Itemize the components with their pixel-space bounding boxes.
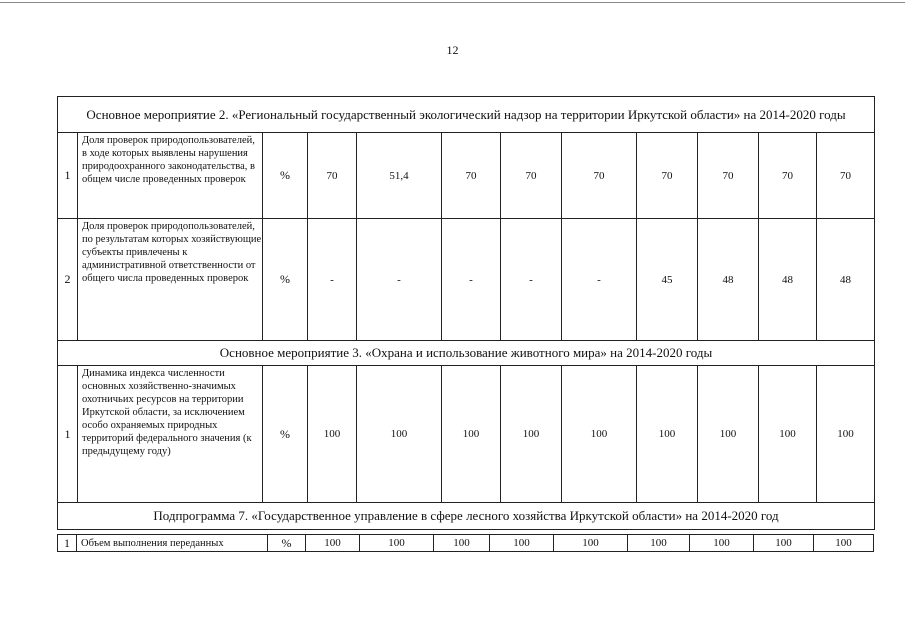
table-row xyxy=(58,366,875,503)
value-cell: 100 xyxy=(817,366,875,503)
value-cell: 100 xyxy=(357,366,442,503)
unit-cell: % xyxy=(263,366,308,503)
value-cell: 70 xyxy=(698,133,759,219)
value-cell: 70 xyxy=(308,133,357,219)
value-cell: - xyxy=(562,219,637,341)
value-cell: 70 xyxy=(562,133,637,219)
value-cell: - xyxy=(357,219,442,341)
section-2-title: Основное мероприятие 3. «Охрана и использование животного мира» на 2014-2020 годы xyxy=(58,341,875,366)
value-cell: - xyxy=(442,219,501,341)
section-1-title: Основное мероприятие 2. «Региональный государственный экологический надзор на территории Иркутской области» на 2014-2020 годы xyxy=(58,97,875,133)
subprogram-table xyxy=(57,534,874,552)
value-cell: 100 xyxy=(434,535,490,552)
value-cell: 100 xyxy=(814,535,874,552)
unit-cell: % xyxy=(268,535,306,552)
row-number: 1 xyxy=(58,133,78,219)
value-cell: 70 xyxy=(637,133,698,219)
value-cell: 100 xyxy=(637,366,698,503)
table-row xyxy=(58,535,874,552)
top-border-line xyxy=(0,2,905,3)
table-row xyxy=(58,219,875,341)
value-cell: 45 xyxy=(637,219,698,341)
value-cell: 48 xyxy=(759,219,817,341)
value-cell: 100 xyxy=(306,535,360,552)
indicator-name: Объем выполнения переданных xyxy=(77,535,268,552)
row-number: 1 xyxy=(58,535,77,552)
indicator-name: Доля проверок природопользователей, в ходе которых выявлены нарушения природоохранного законодательства, в общем числе проведенных проверок xyxy=(78,133,263,219)
value-cell: 100 xyxy=(759,366,817,503)
value-cell: 48 xyxy=(817,219,875,341)
value-cell: 100 xyxy=(360,535,434,552)
value-cell: 100 xyxy=(754,535,814,552)
indicator-name: Динамика индекса численности основных хозяйственно-значимых охотничьих ресурсов на территории Иркутской области, за исключением особо охраняемых природных территорий федерального значения (к предыдущему году) xyxy=(78,366,263,503)
section-3-title: Подпрограмма 7. «Государственное управление в сфере лесного хозяйства Иркутской области» на 2014-2020 год xyxy=(58,503,875,530)
value-cell: 100 xyxy=(690,535,754,552)
value-cell: 70 xyxy=(442,133,501,219)
value-cell: 100 xyxy=(698,366,759,503)
row-number: 2 xyxy=(58,219,78,341)
table-row xyxy=(58,133,875,219)
value-cell: 70 xyxy=(759,133,817,219)
unit-cell: % xyxy=(263,219,308,341)
value-cell: 70 xyxy=(501,133,562,219)
value-cell: 100 xyxy=(501,366,562,503)
row-number: 1 xyxy=(58,366,78,503)
value-cell: 48 xyxy=(698,219,759,341)
value-cell: - xyxy=(501,219,562,341)
value-cell: 70 xyxy=(817,133,875,219)
indicator-name: Доля проверок природопользователей, по результатам которых хозяйствующие субъекты привлечены к административной ответственности от общего числа проведенных проверок xyxy=(78,219,263,341)
value-cell: - xyxy=(308,219,357,341)
value-cell: 100 xyxy=(442,366,501,503)
page-number: 12 xyxy=(446,43,459,57)
value-cell: 100 xyxy=(490,535,554,552)
value-cell: 100 xyxy=(554,535,628,552)
unit-cell: % xyxy=(263,133,308,219)
indicators-table xyxy=(57,96,875,530)
value-cell: 100 xyxy=(562,366,637,503)
value-cell: 100 xyxy=(628,535,690,552)
value-cell: 100 xyxy=(308,366,357,503)
value-cell: 51,4 xyxy=(357,133,442,219)
